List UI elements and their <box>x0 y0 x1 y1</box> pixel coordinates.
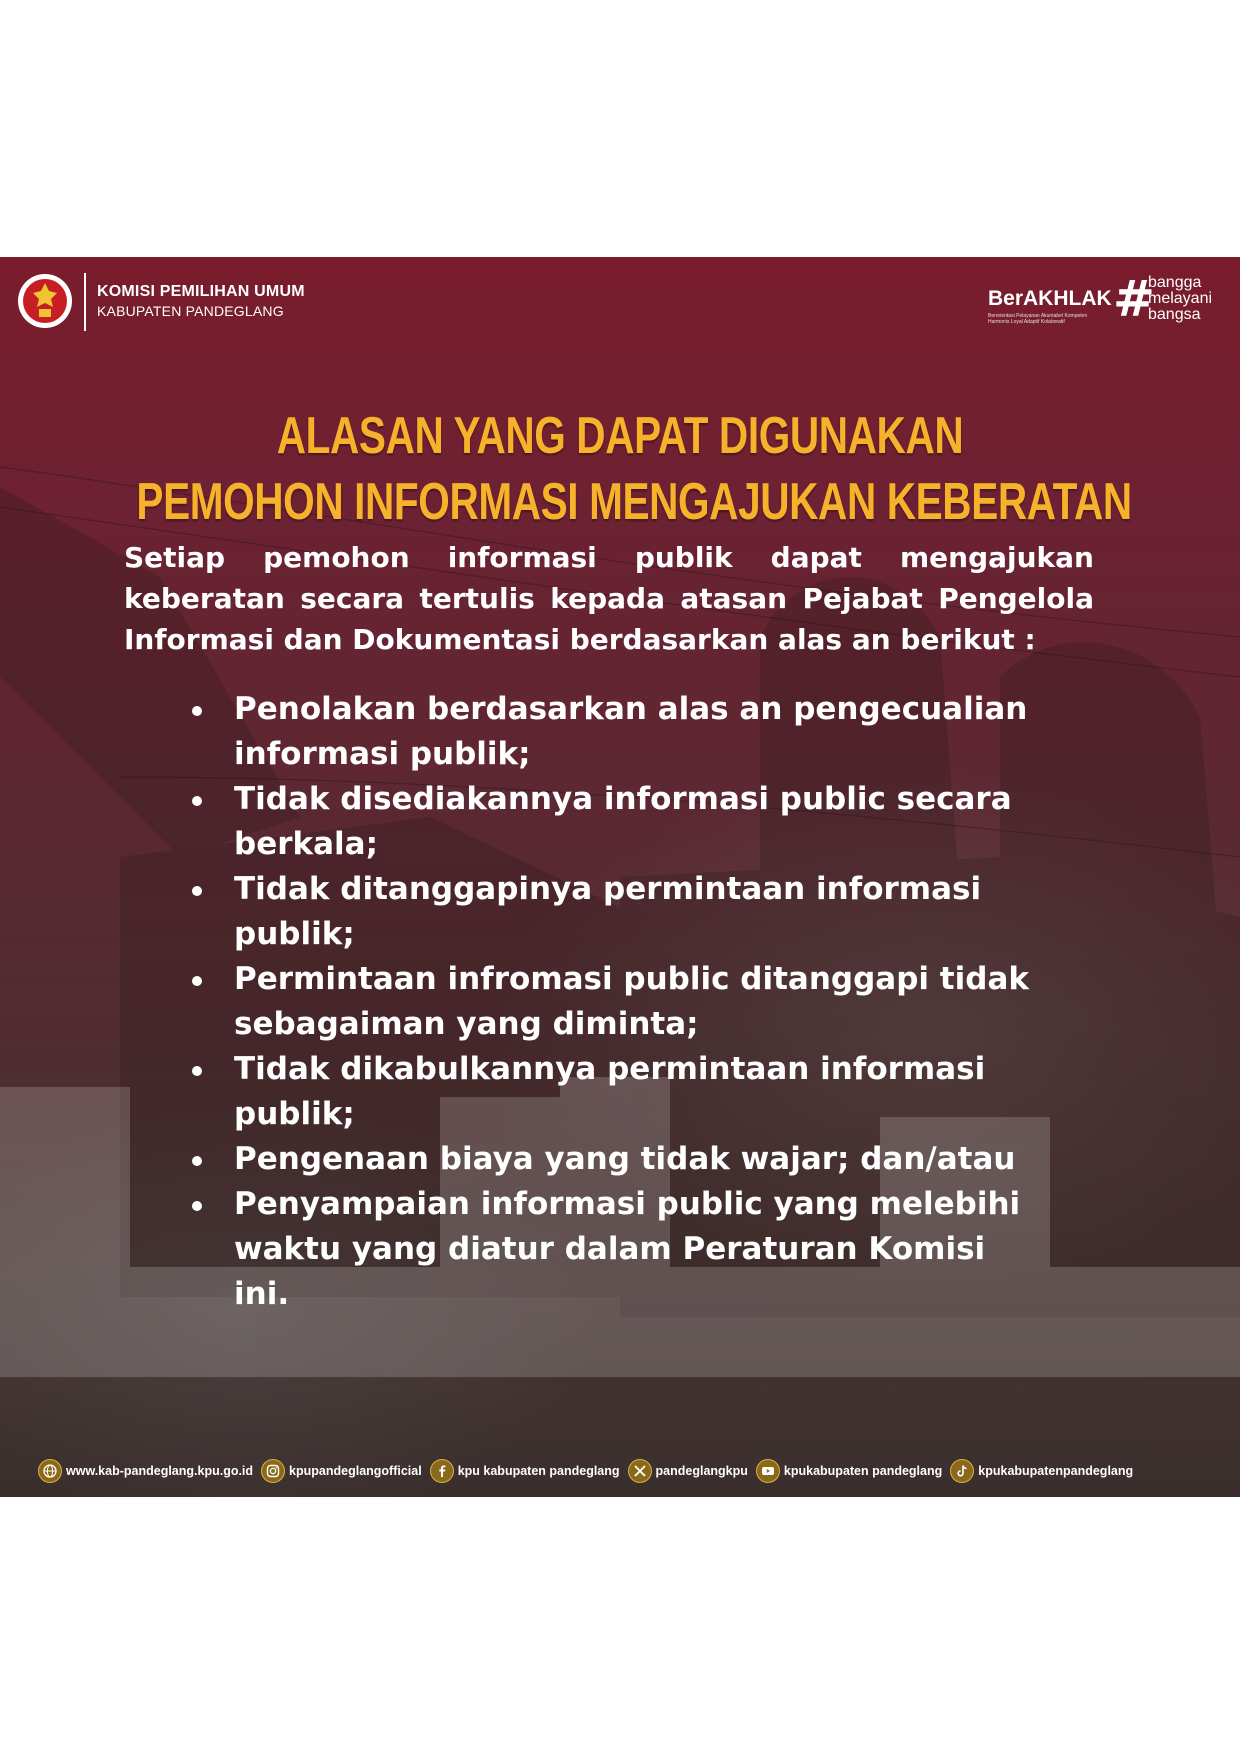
instagram-link[interactable] <box>261 1459 422 1483</box>
page-title <box>136 403 1132 535</box>
instagram-icon <box>261 1459 285 1483</box>
motto-line: bangsa <box>1148 306 1201 323</box>
bullet <box>192 1201 202 1211</box>
x-link[interactable] <box>628 1459 748 1483</box>
bullet <box>192 706 202 716</box>
website-text: www.kab-pandeglang.kpu.go.id <box>66 1464 254 1478</box>
intro-paragraph: Setiap pemohon informasi publik dapat mengajukan keberatan secara tertulis kepada atasan Pejabat Pengelola Informasi dan Dokumentasi berdasarkan alas an berikut : <box>124 541 1094 656</box>
tiktok-text: kpukabupatenpandeglang <box>978 1464 1134 1478</box>
list-item <box>192 957 1044 1047</box>
youtube-link[interactable] <box>756 1459 942 1483</box>
list-item <box>192 1182 1044 1317</box>
list-item <box>192 687 1044 777</box>
hashtag-symbol: # <box>1113 270 1155 328</box>
instagram-text: kpupandeglangofficial <box>289 1464 422 1478</box>
list-item-text: Tidak dikabulkannya permintaan informasi publik; <box>234 1051 986 1132</box>
x-text: pandeglangkpu <box>655 1464 748 1478</box>
org-subtitle: KABUPATEN PANDEGLANG <box>97 303 284 319</box>
website-link[interactable] <box>38 1459 253 1483</box>
poster <box>0 257 1240 1497</box>
org-name: KOMISI PEMILIHAN UMUM <box>97 283 305 300</box>
social-footer <box>38 1457 1228 1485</box>
list-item <box>192 1047 1044 1137</box>
header-divider <box>84 273 86 331</box>
facebook-link[interactable] <box>430 1459 620 1483</box>
list-item-text: Penyampaian informasi public yang melebihi waktu yang diatur dalam Peraturan Komisi ini. <box>234 1186 1021 1312</box>
x-icon <box>628 1459 652 1483</box>
motto <box>1148 275 1240 323</box>
list-item <box>192 867 1044 957</box>
title-line-1: ALASAN YANG DAPAT DIGUNAKAN <box>276 407 964 465</box>
list-item-text: Tidak ditanggapinya permintaan informasi publik; <box>234 871 982 952</box>
reasons-list <box>192 687 1092 1317</box>
tiktok-link[interactable] <box>950 1459 1133 1483</box>
bullet <box>192 1066 202 1076</box>
list-item-text: Tidak disediakannya informasi public secara berkala; <box>234 781 1012 862</box>
bullet <box>192 886 202 896</box>
list-item <box>192 1137 1044 1182</box>
tiktok-icon <box>950 1459 974 1483</box>
berakhlak-tagline: Berorientasi Pelayanan Akuntabel Kompeten Harmonis Loyal Adaptif Kolaboratif <box>988 313 1088 325</box>
youtube-icon <box>756 1459 780 1483</box>
globe-icon <box>38 1459 62 1483</box>
youtube-text: kpukabupaten pandeglang <box>783 1464 943 1478</box>
bullet <box>192 796 202 806</box>
facebook-text: kpu kabupaten pandeglang <box>457 1464 620 1478</box>
berakhlak-logo: BerAKHLAK <box>988 287 1112 310</box>
list-item-text: Permintaan infromasi public ditanggapi tidak sebagaiman yang diminta; <box>234 961 1029 1042</box>
motto-line: bangga <box>1148 274 1202 291</box>
list-item-text: Pengenaan biaya yang tidak wajar; dan/atau <box>234 1141 1016 1177</box>
title-line-2: PEMOHON INFORMASI MENGAJUKAN KEBERATAN <box>136 473 1132 531</box>
facebook-icon <box>430 1459 454 1483</box>
motto-line: melayani <box>1148 290 1213 307</box>
bullet <box>192 976 202 986</box>
bullet <box>192 1156 202 1166</box>
list-item-text: Penolakan berdasarkan alas an pengecualian informasi publik; <box>234 691 1028 772</box>
kpu-logo <box>17 269 73 333</box>
list-item <box>192 777 1044 867</box>
